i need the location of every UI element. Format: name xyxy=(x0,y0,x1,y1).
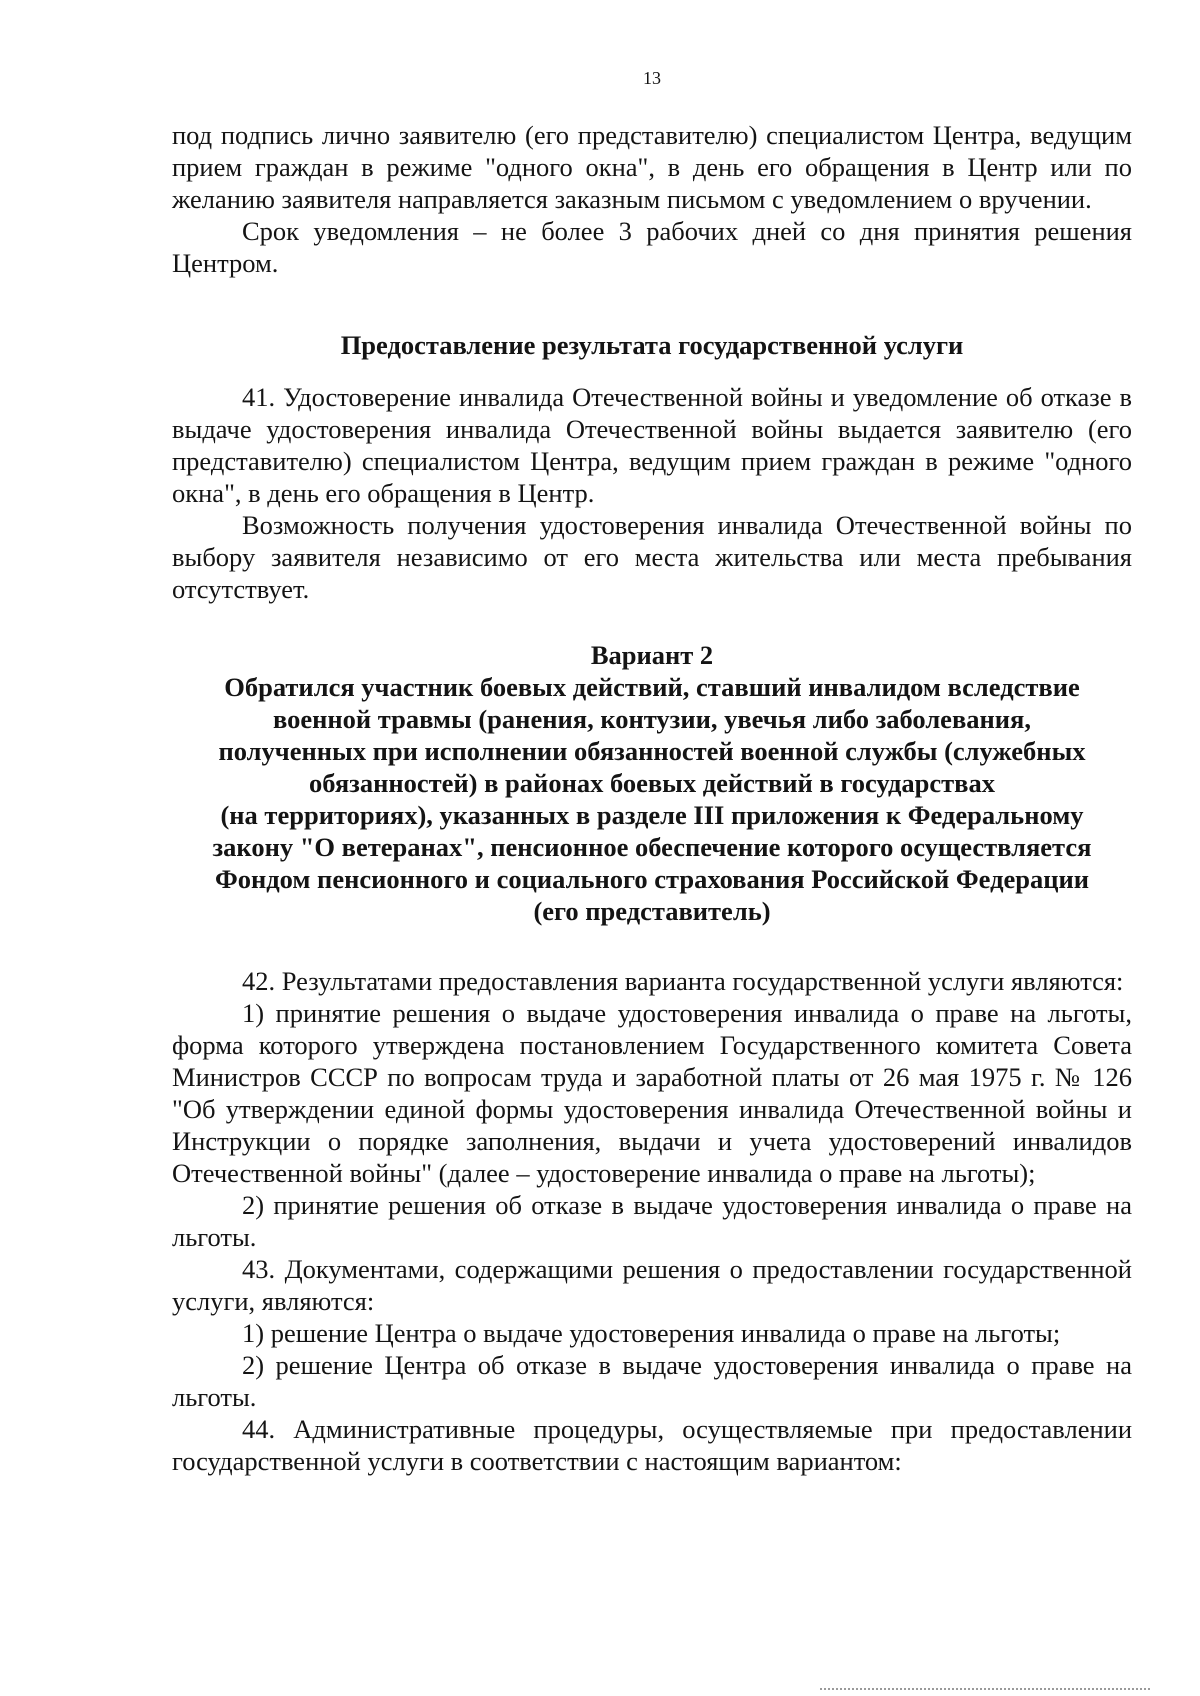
variant-title-line: (на территориях), указанных в разделе III приложения к Федеральному xyxy=(220,800,1084,830)
variant-label: Вариант 2 xyxy=(590,640,714,670)
paragraph-43-item-2: 2) решение Центра об отказе в выдаче удостоверения инвалида о праве на льготы. xyxy=(172,1350,1132,1412)
variant-title-line: полученных при исполнении обязанностей военной службы (служебных xyxy=(218,736,1086,766)
paragraph-receipt-possibility: Возможность получения удостоверения инвалида Отечественной войны по выбору заявителя независимо от его места жительства или места пребывания отсутствует. xyxy=(172,510,1132,604)
variant-title xyxy=(172,671,1132,927)
paragraph-notification-delivery: под подпись лично заявителю (его представителю) специалистом Центра, ведущим прием граждан в режиме "одного окна", в день его обращения в Центр или по желанию заявителя направляется заказным письмом с уведомлением о вручении. xyxy=(172,120,1132,214)
section-heading-result: Предоставление результата государственной услуги xyxy=(340,330,964,360)
variant-title-line: Фондом пенсионного и социального страхования Российской Федерации xyxy=(214,864,1090,894)
variant-title-line: закону "О ветеранах", пенсионное обеспечение которого осуществляется xyxy=(212,832,1092,862)
paragraph-42-item-2: 2) принятие решения об отказе в выдаче удостоверения инвалида о праве на льготы. xyxy=(172,1190,1132,1252)
page-number: 13 xyxy=(643,68,661,88)
variant-title-line: Обратился участник боевых действий, ставший инвалидом вследствие xyxy=(224,672,1080,702)
paragraph-43-item-1: 1) решение Центра о выдаче удостоверения инвалида о праве на льготы; xyxy=(242,1318,1061,1348)
variant-title-line: (его представитель) xyxy=(533,896,771,926)
variant-title-line: обязанностей) в районах боевых действий в государствах xyxy=(309,768,995,798)
paragraph-42-item-1: 1) принятие решения о выдаче удостоверения инвалида о праве на льготы, форма которого утверждена постановлением Государственного комитета Совета Министров СССР по вопросам труда и заработной платы от 26 мая 1975 г. № 126 "Об утверждении единой формы удостоверения инвалида Отечественной войны и Инструкции о порядке заполнения, выдачи и учета удостоверений инвалидов Отечественной войны" (далее – удостоверение инвалида о праве на льготы); xyxy=(172,998,1132,1188)
scan-edge-rule xyxy=(820,1688,1150,1690)
page-content xyxy=(172,68,1132,1477)
paragraph-43: 43. Документами, содержащими решения о предоставлении государственной услуги, являются: xyxy=(172,1254,1132,1316)
variant-title-line: военной травмы (ранения, контузии, увечья либо заболевания, xyxy=(272,704,1032,734)
paragraph-42: 42. Результатами предоставления варианта государственной услуги являются: xyxy=(242,966,1124,996)
paragraph-44: 44. Административные процедуры, осуществляемые при предоставлении государственной услуги в соответствии с настоящим вариантом: xyxy=(172,1414,1132,1476)
paragraph-notification-deadline: Срок уведомления – не более 3 рабочих дней со дня принятия решения Центром. xyxy=(172,216,1132,278)
paragraph-41: 41. Удостоверение инвалида Отечественной войны и уведомление об отказе в выдаче удостоверения инвалида Отечественной войны выдается заявителю (его представителю) специалистом Центра, ведущим прием граждан в режиме "одного окна", в день его обращения в Центр. xyxy=(172,382,1132,508)
